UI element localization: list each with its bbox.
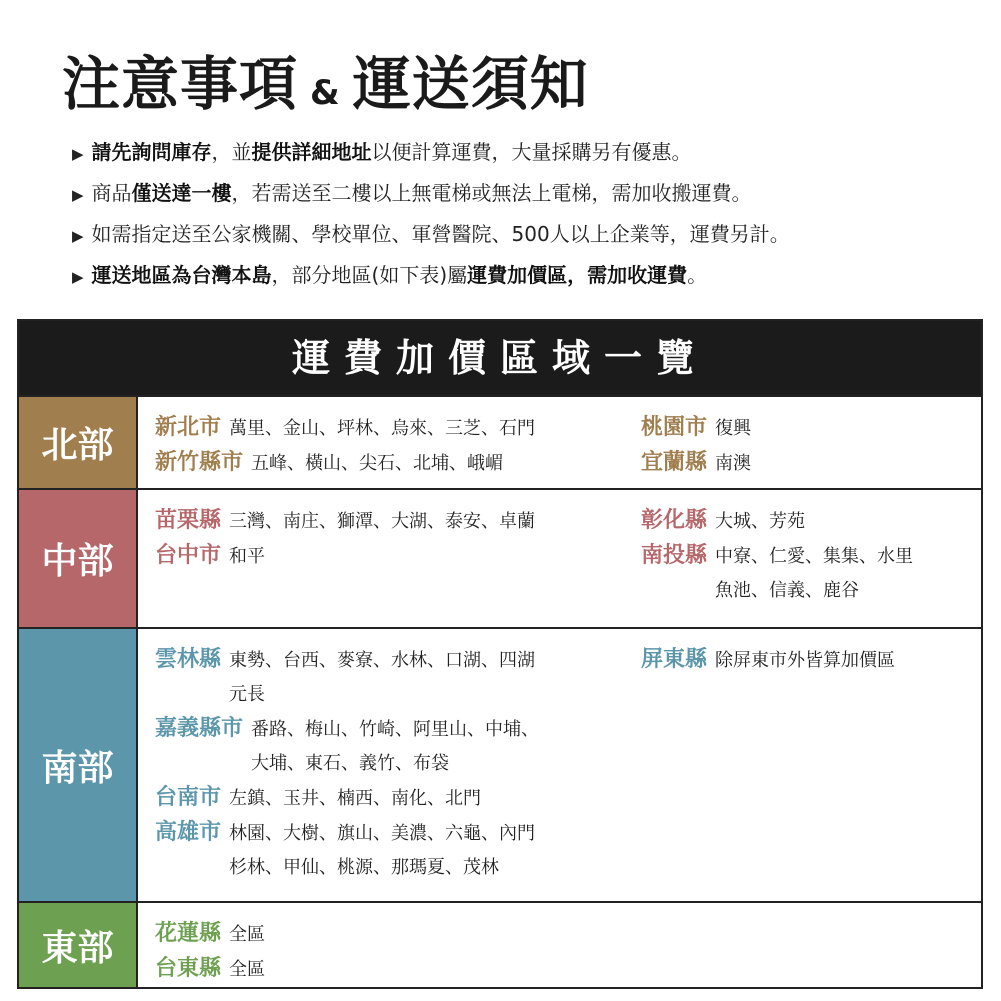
note-emphasis: 請先詢問庫存 xyxy=(91,140,212,164)
county-entry xyxy=(641,643,976,678)
note-item xyxy=(72,132,972,173)
county-name: 宜蘭縣 xyxy=(641,450,708,475)
county-entry xyxy=(155,781,625,816)
region-label: 北部 xyxy=(19,397,138,488)
county-entry xyxy=(155,539,625,574)
county-entry xyxy=(641,539,976,608)
district-list: 五峰、橫山、尖石、北埔、峨嵋 xyxy=(251,453,504,474)
district-list: 大城、芳苑 xyxy=(715,511,806,532)
region-row xyxy=(19,395,981,488)
county-entry xyxy=(155,816,625,885)
note-text: 。 xyxy=(687,263,708,287)
county-name: 新竹縣市 xyxy=(155,450,244,475)
county-entry xyxy=(155,643,625,712)
district-list: 除屏東市外皆算加價區 xyxy=(715,650,896,671)
county-name: 台中市 xyxy=(155,543,222,568)
district-list: 三灣、南庄、獅潭、大湖、泰安、卓蘭 xyxy=(229,511,536,532)
district-list-continued: 大埔、東石、義竹、布袋 xyxy=(251,753,449,774)
note-item xyxy=(72,214,972,255)
note-text: 如需指定送至公家機關、學校單位、軍營醫院、500人以上企業等，運費另計。 xyxy=(91,222,790,246)
county-entry xyxy=(155,712,625,781)
triangle-bullet-icon: ▶ xyxy=(72,145,84,163)
district-list: 和平 xyxy=(229,546,266,567)
county-name: 桃園市 xyxy=(641,415,708,440)
region-column-right xyxy=(641,643,976,678)
county-entry xyxy=(641,446,976,481)
district-list: 番路、梅山、竹崎、阿里山、中埔、 xyxy=(251,719,540,740)
region-column-left xyxy=(155,643,625,885)
county-name: 苗栗縣 xyxy=(155,508,222,533)
district-list: 萬里、金山、坪林、烏來、三芝、石門 xyxy=(229,418,536,439)
county-name: 屏東縣 xyxy=(641,647,708,672)
title-part2: 運送須知 xyxy=(352,50,589,118)
page-title xyxy=(62,48,589,129)
region-row xyxy=(19,627,981,901)
region-column-left xyxy=(155,411,625,481)
county-name: 台東縣 xyxy=(155,956,222,981)
county-name: 南投縣 xyxy=(641,543,708,568)
note-text: ，部分地區(如下表)屬 xyxy=(271,263,468,287)
county-name: 高雄市 xyxy=(155,820,222,845)
region-column-right xyxy=(641,504,976,608)
county-entry xyxy=(155,952,625,987)
table-title: 運費加價區域一覽 xyxy=(19,321,981,395)
county-name: 彰化縣 xyxy=(641,508,708,533)
note-emphasis: 運費加價區，需加收運費 xyxy=(467,263,688,287)
region-row xyxy=(19,488,981,627)
county-name: 嘉義縣市 xyxy=(155,716,244,741)
note-emphasis: 提供詳細地址 xyxy=(251,140,372,164)
county-entry xyxy=(641,504,976,539)
region-label: 中部 xyxy=(19,490,138,627)
district-list: 全區 xyxy=(229,959,266,980)
triangle-bullet-icon: ▶ xyxy=(72,227,84,245)
district-list: 左鎮、玉井、楠西、南化、北門 xyxy=(229,788,482,809)
county-entry xyxy=(155,917,625,952)
note-item xyxy=(72,173,972,214)
title-ampersand: & xyxy=(310,73,341,113)
district-list-continued: 杉林、甲仙、桃源、那瑪夏、茂林 xyxy=(229,857,499,878)
title-part1: 注意事項 xyxy=(62,50,299,118)
county-name: 雲林縣 xyxy=(155,647,222,672)
triangle-bullet-icon: ▶ xyxy=(72,186,84,204)
district-list: 復興 xyxy=(715,418,752,439)
region-row xyxy=(19,901,981,987)
district-list: 林園、大樹、旗山、美濃、六龜、內門 xyxy=(229,823,536,844)
triangle-bullet-icon: ▶ xyxy=(72,268,84,286)
district-list: 東勢、台西、麥寮、水林、口湖、四湖 xyxy=(229,650,536,671)
note-text: ，若需送至二樓以上無電梯或無法上電梯，需加收搬運費。 xyxy=(231,181,752,205)
county-entry xyxy=(155,411,625,446)
county-entry xyxy=(155,504,625,539)
county-name: 台南市 xyxy=(155,785,222,810)
district-list: 全區 xyxy=(229,924,266,945)
note-emphasis: 運送地區為台灣本島 xyxy=(91,263,272,287)
district-list: 中寮、仁愛、集集、水里 xyxy=(715,546,914,567)
district-list-continued: 元長 xyxy=(229,684,265,705)
region-label: 南部 xyxy=(19,629,138,901)
county-entry xyxy=(641,411,976,446)
county-name: 花蓮縣 xyxy=(155,921,222,946)
region-column-left xyxy=(155,504,625,574)
note-item xyxy=(72,255,972,296)
note-emphasis: 僅送達一樓 xyxy=(131,181,232,205)
note-text: ，並 xyxy=(211,140,252,164)
district-list: 南澳 xyxy=(715,453,752,474)
district-list-continued: 魚池、信義、鹿谷 xyxy=(715,580,859,601)
region-column-right xyxy=(641,411,976,481)
note-text: 以便計算運費，大量採購另有優惠。 xyxy=(371,140,692,164)
note-text: 商品 xyxy=(91,181,132,205)
surcharge-table xyxy=(17,319,983,989)
county-entry xyxy=(155,446,625,481)
region-column-left xyxy=(155,917,625,987)
county-name: 新北市 xyxy=(155,415,222,440)
region-label: 東部 xyxy=(19,903,138,987)
notes-list xyxy=(72,132,972,296)
